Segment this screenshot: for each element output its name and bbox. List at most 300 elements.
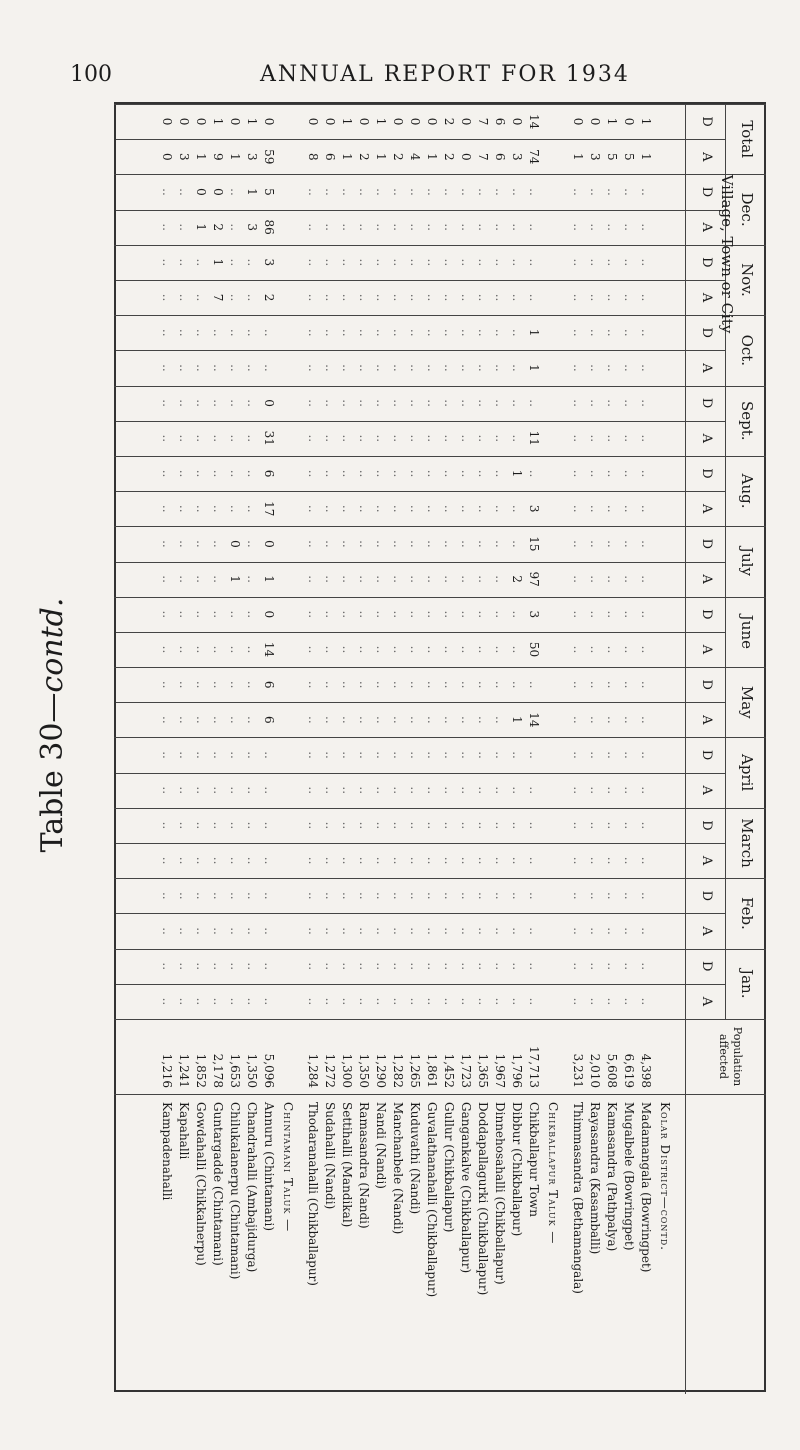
death-count: .. bbox=[194, 680, 208, 689]
attack-count: 1 bbox=[571, 152, 585, 161]
death-count: .. bbox=[323, 258, 337, 267]
attack-count: .. bbox=[527, 786, 541, 795]
attack-count: .. bbox=[340, 856, 354, 865]
attack-count: .. bbox=[374, 364, 388, 372]
attack-count: .. bbox=[391, 434, 405, 443]
attack-subheader: A bbox=[699, 855, 714, 866]
attack-count: .. bbox=[408, 364, 422, 372]
death-count: .. bbox=[323, 751, 337, 759]
attack-count: 5 bbox=[605, 152, 619, 161]
attack-count: .. bbox=[323, 927, 337, 935]
attack-count: .. bbox=[425, 364, 439, 372]
attack-count: 31 bbox=[262, 430, 276, 446]
attack-count: .. bbox=[391, 856, 405, 865]
village-name: Chilukalanerpu (Chintamani) bbox=[228, 1102, 242, 1280]
attack-count: .. bbox=[527, 293, 541, 302]
attack-count: .. bbox=[323, 575, 337, 583]
attack-count: .. bbox=[194, 575, 208, 583]
attack-count: .. bbox=[605, 927, 619, 935]
attack-count: .. bbox=[622, 504, 636, 513]
attack-count: .. bbox=[639, 786, 653, 795]
attack-count: .. bbox=[639, 293, 653, 302]
group-heading: Chikballapur Taluk — bbox=[546, 1102, 560, 1245]
attack-count: .. bbox=[391, 223, 405, 231]
attack-count: .. bbox=[459, 786, 473, 795]
death-count: .. bbox=[493, 891, 507, 900]
attack-count: .. bbox=[622, 716, 636, 724]
group-heading: Kolar District—contd. bbox=[658, 1102, 672, 1251]
attack-count: .. bbox=[340, 786, 354, 795]
death-count: .. bbox=[194, 328, 208, 337]
death-count: .. bbox=[476, 399, 490, 407]
death-count: 0 bbox=[177, 117, 191, 126]
attack-count: .. bbox=[476, 716, 490, 724]
attack-count: .. bbox=[391, 293, 405, 302]
death-count: 1 bbox=[527, 328, 541, 337]
village-name: Nandi (Nandi) bbox=[374, 1102, 388, 1189]
village-name: Thodaranahalli (Chikballapur) bbox=[306, 1102, 320, 1286]
death-count: .. bbox=[459, 469, 473, 478]
attack-count: 14 bbox=[262, 641, 276, 658]
death-count: 6 bbox=[262, 680, 276, 689]
attack-count: .. bbox=[622, 927, 636, 935]
population-value: 2,178 bbox=[211, 1053, 225, 1088]
attack-count: .. bbox=[160, 645, 174, 654]
death-count: .. bbox=[527, 258, 541, 267]
death-count: .. bbox=[306, 680, 320, 689]
village-name: Mugalbele (Bowringpet) bbox=[622, 1102, 636, 1251]
attack-count: .. bbox=[374, 223, 388, 231]
total-attack-subheader: A bbox=[699, 152, 714, 162]
death-count: .. bbox=[245, 258, 259, 267]
death-count: 0 bbox=[622, 117, 636, 126]
attack-count: .. bbox=[510, 364, 524, 372]
attack-count: .. bbox=[622, 997, 636, 1006]
village-name: Settihalli (Mandikal) bbox=[340, 1102, 354, 1228]
death-count: .. bbox=[194, 821, 208, 830]
attack-count: .. bbox=[340, 223, 354, 231]
attack-count: .. bbox=[510, 504, 524, 513]
attack-count: .. bbox=[408, 223, 422, 231]
month-header: Feb. bbox=[738, 896, 756, 930]
death-count: .. bbox=[323, 540, 337, 548]
attack-count: .. bbox=[639, 434, 653, 443]
death-count: .. bbox=[177, 188, 191, 196]
population-value: 1,300 bbox=[340, 1053, 354, 1088]
death-count: .. bbox=[476, 469, 490, 478]
attack-count: .. bbox=[374, 786, 388, 795]
death-count: .. bbox=[211, 540, 225, 548]
group-heading: Chintamani Taluk — bbox=[281, 1102, 295, 1233]
attack-count: .. bbox=[459, 716, 473, 724]
attack-count: .. bbox=[408, 856, 422, 865]
attack-count: .. bbox=[177, 645, 191, 654]
death-count: .. bbox=[262, 821, 276, 830]
death-count: .. bbox=[306, 610, 320, 619]
population-value: 1,350 bbox=[245, 1053, 259, 1088]
death-subheader: D bbox=[699, 890, 714, 902]
attack-count: .. bbox=[160, 364, 174, 372]
attack-count: .. bbox=[476, 575, 490, 583]
death-count: .. bbox=[374, 258, 388, 267]
death-count: .. bbox=[510, 610, 524, 619]
death-count: .. bbox=[510, 891, 524, 900]
attack-count: 17 bbox=[262, 501, 276, 517]
death-count: .. bbox=[459, 680, 473, 689]
death-count: 1 bbox=[510, 469, 524, 478]
village-name: Dinnehosahalli (Chikballapur) bbox=[493, 1102, 507, 1285]
death-count: .. bbox=[323, 680, 337, 689]
death-count: .. bbox=[245, 680, 259, 689]
attack-count: 3 bbox=[245, 152, 259, 161]
death-count: .. bbox=[357, 821, 371, 830]
attack-count: .. bbox=[571, 364, 585, 372]
attack-count: 3 bbox=[588, 152, 602, 161]
death-count: .. bbox=[391, 258, 405, 267]
attack-count: .. bbox=[510, 997, 524, 1006]
death-count: .. bbox=[340, 188, 354, 196]
attack-count: .. bbox=[408, 927, 422, 935]
attack-count: 4 bbox=[408, 152, 422, 161]
attack-count: .. bbox=[442, 223, 456, 231]
death-count: .. bbox=[476, 821, 490, 830]
attack-count: .. bbox=[211, 856, 225, 865]
death-count: .. bbox=[571, 258, 585, 267]
death-count: .. bbox=[374, 962, 388, 971]
attack-count: .. bbox=[588, 575, 602, 583]
death-count: .. bbox=[588, 399, 602, 407]
death-count: .. bbox=[357, 891, 371, 900]
attack-count: .. bbox=[211, 575, 225, 583]
death-count: .. bbox=[639, 188, 653, 196]
death-count: .. bbox=[476, 188, 490, 196]
death-count: 1 bbox=[605, 117, 619, 126]
death-count: 0 bbox=[425, 117, 439, 126]
death-subheader: D bbox=[699, 538, 714, 550]
death-count: .. bbox=[160, 540, 174, 548]
attack-count: .. bbox=[391, 997, 405, 1006]
attack-count: .. bbox=[459, 927, 473, 935]
death-count: 0 bbox=[262, 117, 276, 126]
death-count: .. bbox=[177, 469, 191, 478]
attack-count: .. bbox=[442, 997, 456, 1006]
attack-count: .. bbox=[262, 364, 276, 372]
death-count: .. bbox=[374, 188, 388, 196]
death-count: .. bbox=[425, 891, 439, 900]
death-count: 1 bbox=[340, 117, 354, 126]
death-count: .. bbox=[194, 540, 208, 548]
death-count: .. bbox=[408, 469, 422, 478]
attack-count: .. bbox=[639, 716, 653, 724]
attack-count: .. bbox=[374, 434, 388, 443]
attack-count: .. bbox=[442, 645, 456, 654]
attack-count: 5 bbox=[622, 152, 636, 161]
attack-count: .. bbox=[493, 293, 507, 302]
column-divider bbox=[114, 1019, 766, 1020]
death-count: .. bbox=[357, 540, 371, 548]
attack-count: .. bbox=[408, 504, 422, 513]
death-count: .. bbox=[425, 751, 439, 759]
death-count: .. bbox=[510, 821, 524, 830]
attack-count: .. bbox=[211, 786, 225, 795]
attack-count: .. bbox=[306, 293, 320, 302]
attack-count: .. bbox=[228, 434, 242, 443]
death-count: 2 bbox=[442, 117, 456, 126]
death-count: .. bbox=[476, 610, 490, 619]
attack-count: .. bbox=[493, 645, 507, 654]
death-count: .. bbox=[194, 469, 208, 478]
death-count: .. bbox=[408, 258, 422, 267]
death-count: .. bbox=[639, 469, 653, 478]
death-subheader: D bbox=[699, 820, 714, 831]
attack-subheader: A bbox=[699, 715, 714, 725]
population-value: 2,010 bbox=[588, 1053, 602, 1088]
death-count: 3 bbox=[262, 258, 276, 267]
attack-count: .. bbox=[306, 997, 320, 1006]
death-count: .. bbox=[493, 751, 507, 759]
death-subheader: D bbox=[699, 397, 714, 409]
death-count: .. bbox=[571, 821, 585, 830]
attack-count: .. bbox=[639, 927, 653, 935]
attack-count: .. bbox=[391, 716, 405, 724]
death-count: .. bbox=[340, 258, 354, 267]
attack-count: .. bbox=[357, 786, 371, 795]
attack-count: .. bbox=[194, 293, 208, 302]
attack-count: .. bbox=[605, 645, 619, 654]
death-count: .. bbox=[408, 891, 422, 900]
death-count: .. bbox=[228, 328, 242, 337]
attack-count: 7 bbox=[211, 293, 225, 302]
death-count: .. bbox=[323, 469, 337, 478]
month-header: March bbox=[738, 818, 756, 868]
death-count: .. bbox=[622, 891, 636, 900]
death-count: .. bbox=[323, 328, 337, 337]
table-label: Table 30 bbox=[35, 722, 70, 853]
attack-count: .. bbox=[408, 997, 422, 1006]
attack-count: .. bbox=[245, 786, 259, 795]
attack-count: .. bbox=[323, 856, 337, 865]
attack-count: .. bbox=[323, 716, 337, 724]
death-count: .. bbox=[323, 188, 337, 196]
death-count: .. bbox=[177, 680, 191, 689]
death-count: .. bbox=[425, 188, 439, 196]
population-value: 3,231 bbox=[571, 1053, 585, 1088]
population-value: 1,284 bbox=[306, 1053, 320, 1088]
attack-count: .. bbox=[160, 575, 174, 583]
death-count: .. bbox=[306, 399, 320, 407]
death-count: .. bbox=[357, 962, 371, 971]
month-header: June bbox=[738, 614, 756, 649]
attack-count: .. bbox=[177, 293, 191, 302]
death-count: .. bbox=[571, 469, 585, 478]
death-count: .. bbox=[177, 821, 191, 830]
attack-count: .. bbox=[228, 997, 242, 1006]
attack-count: 2 bbox=[357, 152, 371, 161]
attack-count: 50 bbox=[527, 641, 541, 658]
attack-count: .. bbox=[340, 293, 354, 302]
attack-subheader: A bbox=[699, 363, 714, 373]
attack-count: .. bbox=[476, 434, 490, 443]
death-count: .. bbox=[493, 399, 507, 407]
village-name: Guntargadde (Chintamani) bbox=[211, 1102, 225, 1266]
attack-count: .. bbox=[374, 997, 388, 1006]
population-value: 1,723 bbox=[459, 1053, 473, 1088]
attack-count: .. bbox=[442, 364, 456, 372]
attack-count: .. bbox=[442, 434, 456, 443]
death-count: .. bbox=[442, 328, 456, 337]
death-subheader: D bbox=[699, 609, 714, 620]
death-count: .. bbox=[228, 751, 242, 759]
death-count: .. bbox=[391, 751, 405, 759]
attack-count: .. bbox=[245, 856, 259, 865]
death-count: .. bbox=[228, 891, 242, 900]
attack-count: .. bbox=[245, 716, 259, 724]
attack-count: .. bbox=[571, 293, 585, 302]
death-count: .. bbox=[571, 328, 585, 337]
attack-count: 2 bbox=[391, 152, 405, 161]
death-count: .. bbox=[459, 258, 473, 267]
attack-count: .. bbox=[459, 575, 473, 583]
attack-count: 1 bbox=[262, 575, 276, 583]
attack-count: .. bbox=[228, 223, 242, 231]
population-value: 1,241 bbox=[177, 1053, 191, 1088]
death-count: .. bbox=[340, 540, 354, 548]
attack-count: .. bbox=[493, 223, 507, 231]
death-count: .. bbox=[177, 891, 191, 900]
death-count: .. bbox=[211, 891, 225, 900]
attack-count: .. bbox=[211, 434, 225, 443]
attack-count: .. bbox=[571, 434, 585, 443]
death-count: .. bbox=[228, 258, 242, 267]
death-count: .. bbox=[391, 188, 405, 196]
month-header: Jan. bbox=[738, 969, 756, 999]
attack-count: .. bbox=[510, 927, 524, 935]
death-count: .. bbox=[374, 328, 388, 337]
attack-subheader: A bbox=[699, 574, 714, 584]
death-count: .. bbox=[391, 680, 405, 689]
attack-count: .. bbox=[622, 293, 636, 302]
death-count: .. bbox=[408, 188, 422, 196]
attack-count: .. bbox=[459, 856, 473, 865]
death-count: .. bbox=[374, 821, 388, 830]
death-count: 0 bbox=[357, 117, 371, 126]
death-count: 1 bbox=[639, 117, 653, 126]
attack-subheader: A bbox=[699, 785, 714, 795]
death-count: .. bbox=[605, 680, 619, 689]
death-count: .. bbox=[306, 258, 320, 267]
death-count: .. bbox=[571, 399, 585, 407]
death-count: .. bbox=[374, 540, 388, 548]
population-value: 4,398 bbox=[639, 1053, 653, 1088]
death-count: .. bbox=[442, 399, 456, 407]
attack-count: .. bbox=[306, 223, 320, 231]
death-count: .. bbox=[605, 328, 619, 337]
death-count: .. bbox=[391, 469, 405, 478]
death-count: .. bbox=[374, 469, 388, 478]
death-count: 15 bbox=[527, 536, 541, 552]
village-name: Kapahalli bbox=[177, 1102, 191, 1160]
population-value: 1,350 bbox=[357, 1053, 371, 1088]
death-count: .. bbox=[245, 751, 259, 759]
death-count: 14 bbox=[527, 113, 541, 130]
attack-count: .. bbox=[425, 504, 439, 513]
attack-count: .. bbox=[160, 927, 174, 935]
attack-count: .. bbox=[510, 293, 524, 302]
attack-count: 1 bbox=[194, 152, 208, 161]
attack-count: .. bbox=[622, 434, 636, 443]
death-count: .. bbox=[211, 680, 225, 689]
death-count: .. bbox=[425, 399, 439, 407]
death-count: .. bbox=[571, 540, 585, 548]
attack-count: 2 bbox=[262, 293, 276, 302]
death-count: 7 bbox=[476, 117, 490, 126]
death-count: .. bbox=[211, 962, 225, 971]
population-value: 1,272 bbox=[323, 1053, 337, 1088]
attack-count: .. bbox=[323, 293, 337, 302]
attack-count: .. bbox=[425, 293, 439, 302]
attack-count: .. bbox=[357, 927, 371, 935]
attack-count: .. bbox=[408, 434, 422, 443]
death-count: .. bbox=[340, 891, 354, 900]
attack-count: .. bbox=[262, 786, 276, 795]
death-count: .. bbox=[639, 962, 653, 971]
death-count: .. bbox=[605, 258, 619, 267]
death-count: .. bbox=[571, 962, 585, 971]
attack-subheader: A bbox=[699, 504, 714, 514]
death-count: .. bbox=[622, 821, 636, 830]
attack-count: .. bbox=[177, 786, 191, 795]
death-count: .. bbox=[510, 258, 524, 267]
attack-count: 0 bbox=[160, 152, 174, 161]
attack-count: .. bbox=[476, 645, 490, 654]
month-header: Total bbox=[738, 120, 756, 158]
attack-count: .. bbox=[588, 716, 602, 724]
death-count: .. bbox=[408, 680, 422, 689]
death-count: .. bbox=[571, 751, 585, 759]
death-count: .. bbox=[510, 962, 524, 971]
death-count: .. bbox=[160, 258, 174, 267]
death-count: 1 bbox=[245, 188, 259, 196]
attack-count: .. bbox=[228, 716, 242, 724]
attack-count: .. bbox=[306, 434, 320, 443]
death-count: .. bbox=[493, 680, 507, 689]
attack-count: .. bbox=[262, 856, 276, 865]
attack-count: .. bbox=[639, 645, 653, 654]
death-count: .. bbox=[442, 469, 456, 478]
attack-count: .. bbox=[160, 223, 174, 231]
attack-count: .. bbox=[160, 997, 174, 1006]
month-header: July bbox=[738, 547, 756, 576]
death-count: .. bbox=[357, 188, 371, 196]
death-count: .. bbox=[527, 399, 541, 407]
death-count: .. bbox=[340, 680, 354, 689]
attack-count: .. bbox=[177, 575, 191, 583]
death-count: .. bbox=[605, 399, 619, 407]
total-death-subheader: D bbox=[699, 116, 714, 127]
attack-count: .. bbox=[571, 716, 585, 724]
table-contd: —contd. bbox=[35, 597, 70, 723]
attack-count: .. bbox=[588, 293, 602, 302]
attack-count: .. bbox=[588, 856, 602, 865]
death-count: .. bbox=[527, 891, 541, 900]
attack-count: .. bbox=[245, 364, 259, 372]
attack-count: .. bbox=[245, 997, 259, 1006]
month-header: Nov. bbox=[738, 263, 756, 297]
attack-count: .. bbox=[476, 504, 490, 513]
death-count: 1 bbox=[374, 117, 388, 126]
death-count: .. bbox=[245, 610, 259, 619]
death-count: .. bbox=[442, 258, 456, 267]
